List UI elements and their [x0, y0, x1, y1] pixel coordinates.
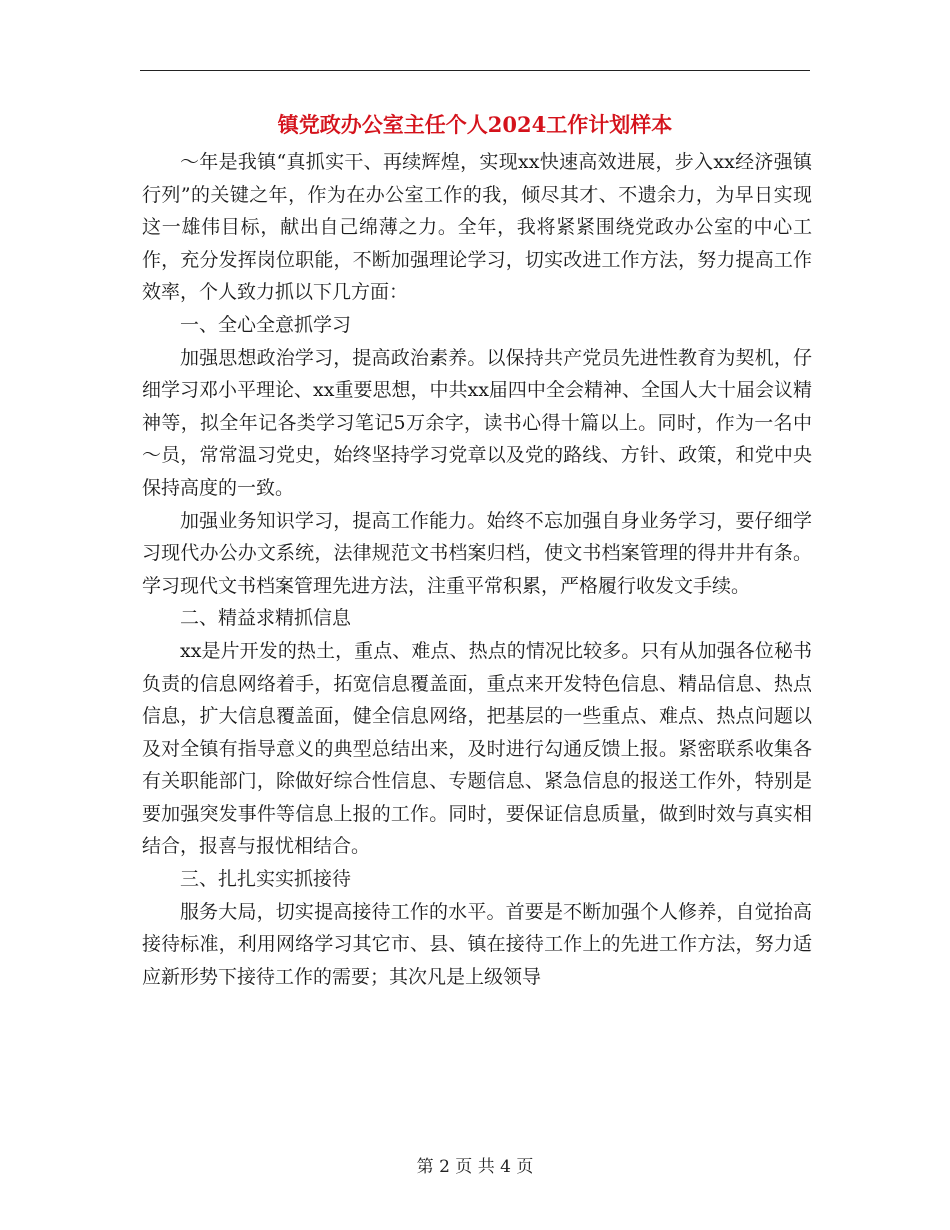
paragraph-study-business: 加强业务知识学习，提高工作能力。始终不忘加强自身业务学习，要仔细学习现代办公办文系统，法律规范文书档案归档，使文书档案管理的得井井有条。学习现代文书档案管理先进方法，注重平常积累，严格履行收发文手续。: [142, 509, 812, 597]
page-footer: 第 2 页 共 4 页: [416, 1157, 534, 1177]
document-title: 镇党政办公室主任个人2024工作计划样本: [277, 112, 673, 137]
paragraph-reception: 服务大局，切实提高接待工作的水平。首要是不断加强个人修养，自觉抬高接待标准，利用网络学习其它市、县、镇在接待工作上的先进工作方法，努力适应新形势下接待工作的需要；其次凡是上级领导: [142, 900, 812, 988]
document-body: [142, 146, 812, 993]
paragraph-information: xx是片开发的热土，重点、难点、热点的情况比较多。只有从加强各位秘书负责的信息网络着手，拓宽信息覆盖面，重点来开发特色信息、精品信息、热点信息，扩大信息覆盖面，健全信息网络，把基层的一些重点、难点、热点问题以及对全镇有指导意义的典型总结出来，及时进行勾通反馈上报。紧密联系收集各有关职能部门，除做好综合性信息、专题信息、紧急信息的报送工作外，特别是要加强突发事件等信息上报的工作。同时，要保证信息质量，做到时效与真实相结合，报喜与报忧相结合。: [142, 639, 812, 858]
paragraph-study-politics: 加强思想政治学习，提高政治素养。以保持共产党员先进性教育为契机，仔细学习邓小平理论、xx重要思想，中共xx届四中全会精神、全国人大十届会议精神等，拟全年记各类学习笔记5万余字，读书心得十篇以上。同时，作为一名中～员，常常温习党史，始终坚持学习党章以及党的路线、方针、政策，和党中央保持高度的一致。: [142, 346, 812, 499]
section-heading-1: 一、全心全意抓学习: [180, 313, 352, 336]
section-heading-2: 二、精益求精抓信息: [180, 607, 352, 630]
paragraph-intro: ～年是我镇“真抓实干、再续辉煌，实现xx快速高效进展，步入xx经济强镇行列”的关键之年，作为在办公室工作的我，倾尽其才、不遗余力，为早日实现这一雄伟目标，献出自己绵薄之力。全年，我将紧紧围绕党政办公室的中心工作，充分发挥岗位职能，不断加强理论学习，切实改进工作方法，努力提高工作效率，个人致力抓以下几方面：: [142, 151, 812, 304]
header-rule: [140, 70, 810, 71]
section-heading-3: 三、扎扎实实抓接待: [180, 868, 352, 891]
